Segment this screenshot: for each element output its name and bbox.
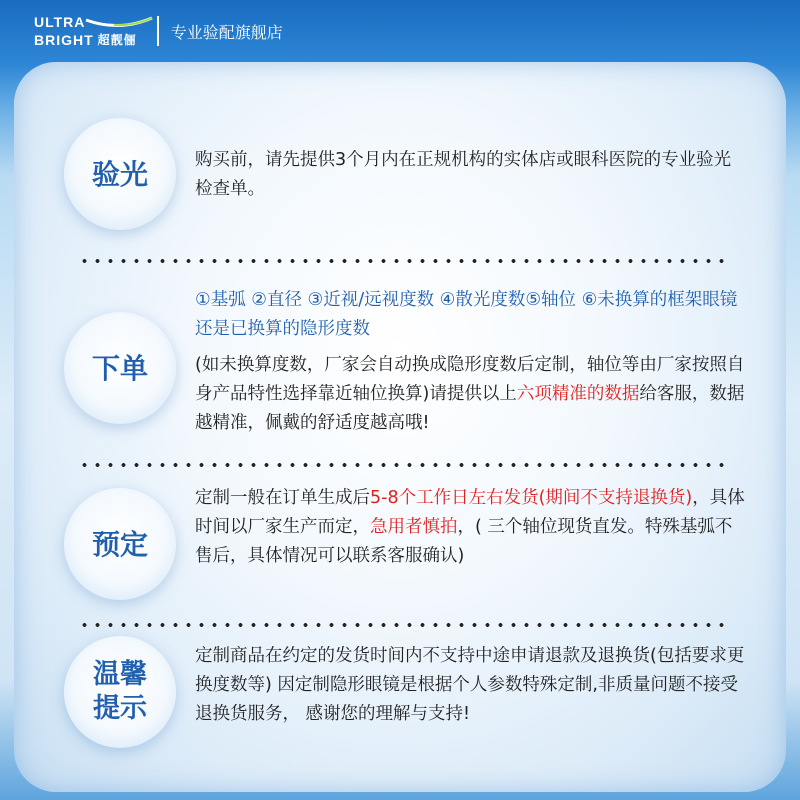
section-text-order — [195, 286, 745, 438]
order-highlight: 六项精准的数据 — [516, 384, 640, 404]
brand-swoosh-icon — [84, 16, 154, 30]
section-text-reservation: 定制一般在订单生成后5-8个工作日左右发货(期间不支持退换货)，具体时间以厂家生产而定，急用者慎拍，( 三个轴位现货直发。特殊基弧不售后，具体情况可以联系客服确认) — [195, 488, 745, 566]
order-note: (如未换算度数，厂家会自动换成隐形度数后定制，轴位等由厂家按照自身产品特性选择靠近轴位换算)请提供以上六项精准的数据给客服，数据越精准，佩戴的舒适度越高哦! — [195, 355, 745, 433]
store-name: 专业验配旗舰店 — [170, 22, 283, 42]
section-text-optometry: 购买前，请先提供3个月内在正规机构的实体店或眼科医院的专业验光检查单。 — [195, 150, 732, 199]
dotted-divider — [78, 462, 726, 468]
dotted-divider — [78, 622, 726, 628]
shipping-time-highlight: 5-8个工作日左右发货(期间不支持退换货) — [370, 488, 693, 508]
brand-line2: BRIGHT — [34, 32, 94, 48]
header-divider — [157, 16, 159, 46]
header — [0, 0, 800, 62]
brand-line1: ULTRA — [34, 14, 86, 30]
section-text-tips: 定制商品在约定的发货时间内不支持中途申请退款及退换货(包括要求更换度数等) 因定制隐形眼镜是根据个人参数特殊定制,非质量问题不接受退换货服务， 感谢您的理解与支持! — [195, 646, 745, 724]
section-title-order: 下单 — [64, 312, 176, 424]
section-title-reservation: 预定 — [64, 488, 176, 600]
brand-cn: 超靓俪 — [97, 33, 137, 47]
section-title-optometry: 验光 — [64, 118, 176, 230]
urgent-warning-highlight: 急用者慎拍 — [370, 517, 458, 537]
order-required-params: ①基弧 ②直径 ③近视/远视度数 ④散光度数⑤轴位 ⑥未换算的框架眼镜还是已换算的隐形度数 — [195, 290, 738, 339]
section-title-tips: 温馨 提示 — [64, 636, 176, 748]
dotted-divider — [78, 258, 726, 264]
